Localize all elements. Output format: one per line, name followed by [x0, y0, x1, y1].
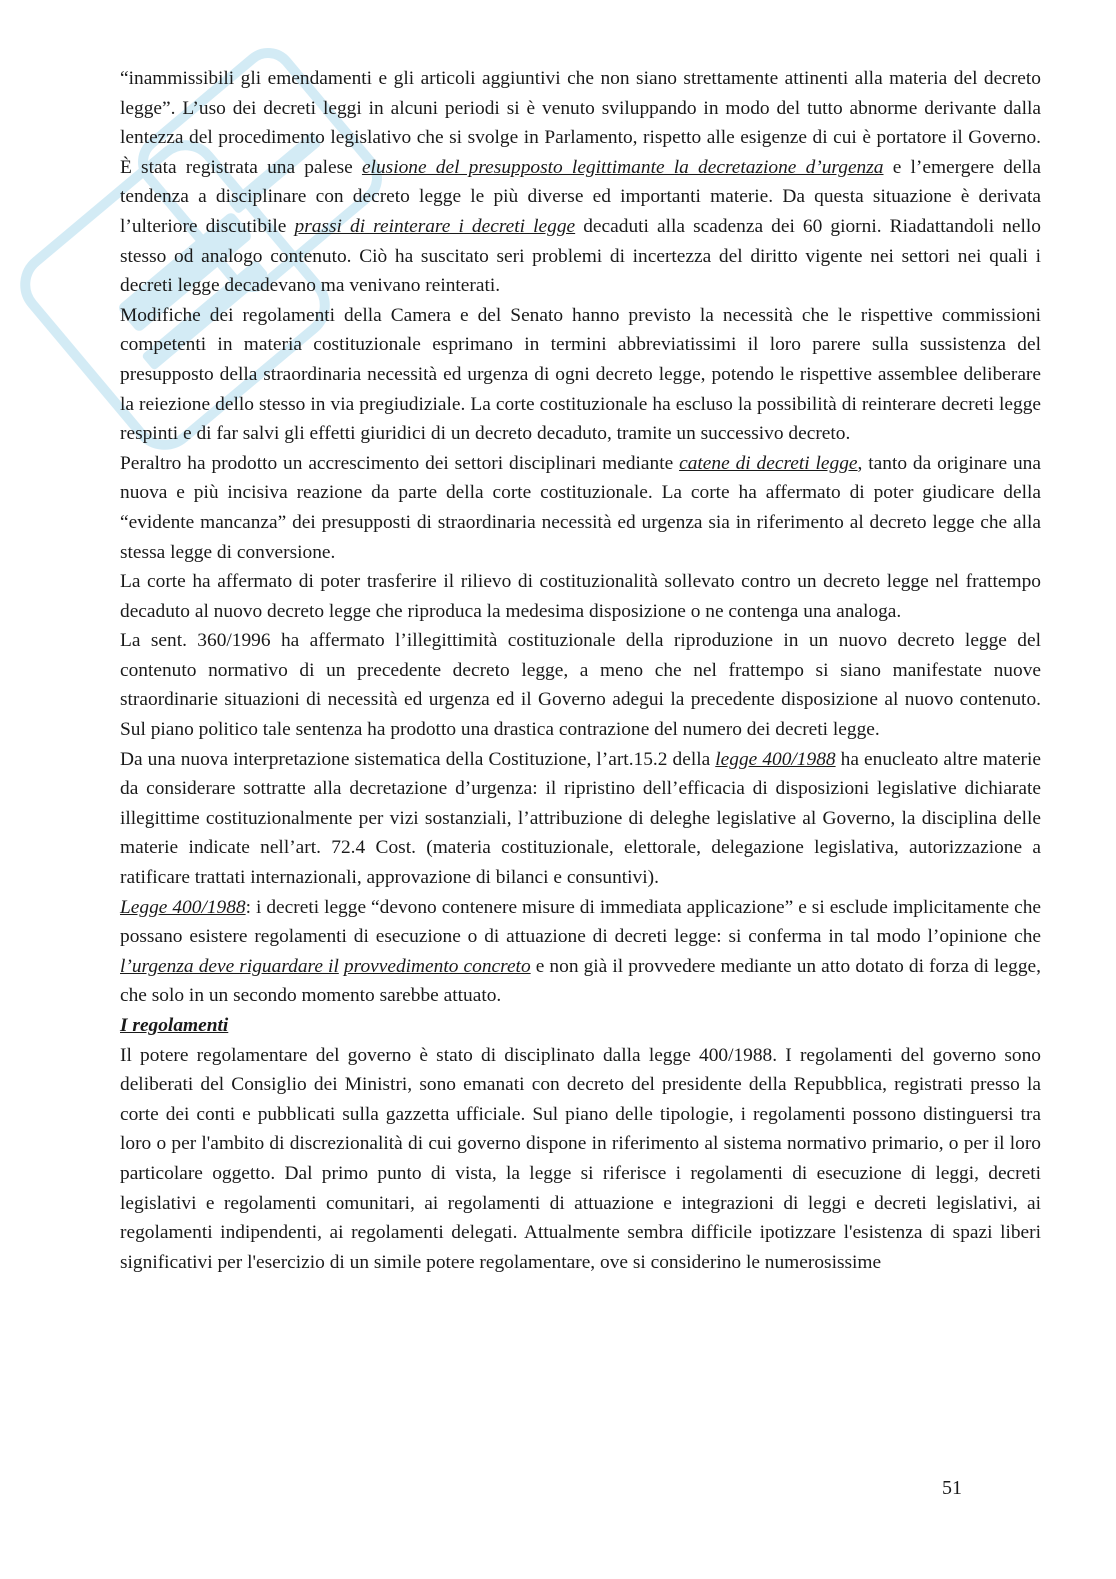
- paragraph: [120, 449, 1041, 567]
- text-run: Il potere regolamentare del governo è stato di disciplinato dalla legge 400/1988. I regolamenti del governo sono deliberati del Consiglio dei Ministri, sono emanati con decreto del presidente della Repubblica, registrati presso la corte dei conti e pubblicati sulla gazzetta ufficiale. Sul piano delle tipologie, i regolamenti possono distinguersi tra loro o per l'ambito di discrezionalità di cui governo dispone in riferimento al sistema normativo primario, o per il loro particolare oggetto. Dal primo punto di vista, la legge si riferisce i regolamenti di esecuzione di leggi, decreti legislativi e regolamenti comunitari, ai regolamenti di attuazione e integrazioni di leggi e decreti legislativi, ai regolamenti indipendenti, ai regolamenti delegati. Attualmente sembra difficile ipotizzare l'esistenza di spazi liberi significativi per l'esercizio di un simile potere regolamentare, ove si considerino le numerosissime: [120, 1044, 1041, 1273]
- underlined-term: Legge 400/1988: [120, 896, 246, 918]
- text-run: Peraltro ha prodotto un accrescimento dei settori disciplinari mediante: [120, 452, 680, 474]
- paragraph: [120, 745, 1041, 893]
- text-run: decaduti alla scadenza dei 60 giorni. Riadattandoli nello stesso od analogo contenuto. Ciò ha suscitato seri problemi di incertezza del diritto vigente nei settori nei quali i decreti legge decadevano ma venivano reinterati.: [120, 215, 1041, 297]
- body-text: [120, 64, 1041, 1277]
- paragraph: [120, 567, 1041, 626]
- section-heading: I regolamenti: [120, 1015, 229, 1036]
- paragraph: [120, 301, 1041, 449]
- paragraph: [120, 64, 1041, 301]
- text-run: “inammissibili gli emendamenti e gli articoli aggiuntivi che non siano strettamente attinenti alla materia del decreto legge”. L’uso dei decreti leggi in alcuni periodi si è venuto sviluppando in modo del tutto abnorme derivante dalla lentezza del procedimento legislativo che si svolge in Parlamento, rispetto alle esigenze di cui è portatore il Governo. È stata registrata una palese: [120, 68, 1041, 178]
- text-run: Da una nuova interpretazione sistematica della Costituzione, l’art.15.2 della: [120, 748, 716, 770]
- text-run: , tanto da originare una nuova e più incisiva reazione da parte della corte costituzionale. La corte ha affermato di poter giudicare della “evidente mancanza” dei presupposti di straordinaria necessità ed urgenza sia in riferimento al decreto legge che alla stessa legge di conversione.: [120, 452, 1041, 563]
- paragraph: [120, 1041, 1041, 1278]
- text-run: Modifiche dei regolamenti della Camera e del Senato hanno previsto la necessità che le rispettive commissioni competenti in materia costituzionale esprimano in termini abbreviatissimi il loro parere sulla sussistenza del presupposto della straordinaria necessità ed urgenza di ogni decreto legge, potendo le rispettive assemblee deliberare la reiezione dello stesso in via pregiudiziale. La corte costituzionale ha escluso la possibilità di reinterare decreti legge respinti e di far salvi gli effetti giuridici di un decreto decaduto, tramite un successivo decreto.: [120, 304, 1041, 445]
- text-run: La corte ha affermato di poter trasferire il rilievo di costituzionalità sollevato contro un decreto legge nel frattempo decaduto al nuovo decreto legge che riproduca la medesima disposizione o ne contenga una analoga.: [120, 571, 1041, 622]
- paragraph: [120, 1011, 1041, 1041]
- underlined-term: legge 400/1988: [715, 748, 836, 770]
- text-run: : i decreti legge “devono contenere misure di immediata applicazione” e si esclude implicitamente che possano esistere regolamenti di esecuzione o di attuazione di decreti legge: si conferma in tal modo l’opinione che: [120, 896, 1041, 948]
- underlined-term: prassi di reinterare i decreti legge: [294, 215, 576, 237]
- underlined-term: provvedimento concreto: [343, 955, 531, 977]
- page-number: 51: [942, 1477, 962, 1499]
- text-run: e non già il provvedere mediante un atto dotato di forza di legge, che solo in un secondo momento sarebbe attuato.: [120, 955, 1041, 1007]
- text-run: e l’emergere della tendenza a disciplinare con decreto legge le più diverse ed importanti materie. Da questa situazione è derivata l’ulteriore discutibile: [120, 156, 1041, 237]
- underlined-term: catene di decreti legge: [679, 452, 858, 474]
- paragraph: [120, 626, 1041, 744]
- underlined-term: l’urgenza deve riguardare il: [120, 955, 339, 977]
- paragraph: [120, 893, 1041, 1011]
- text-run: ha enucleato altre materie da considerare sottratte alla decretazione d’urgenza: il ripristino dell’efficacia di disposizioni legislative dichiarate illegittime costituzionalmente per vizi sostanziali, l’attribuzione di deleghe legislative al Governo, la disciplina delle materie indicate nell’art. 72.4 Cost. (materia costituzionale, elettorale, delegazione legislativa, autorizzazione a ratificare trattati internazionali, approvazione di bilanci e consuntivi).: [120, 748, 1041, 889]
- text-run: La sent. 360/1996 ha affermato l’illegittimità costituzionale della riproduzione in un nuovo decreto legge del contenuto normativo di un precedente decreto legge, a meno che nel frattempo si siano manifestate nuove straordinarie situazioni di necessità ed urgenza ed il Governo adegui la precedente disposizione al nuovo contenuto. Sul piano politico tale sentenza ha prodotto una drastica contrazione del numero dei decreti legge.: [120, 630, 1041, 741]
- underlined-term: elusione del presupposto legittimante la decretazione d’urgenza: [361, 156, 884, 178]
